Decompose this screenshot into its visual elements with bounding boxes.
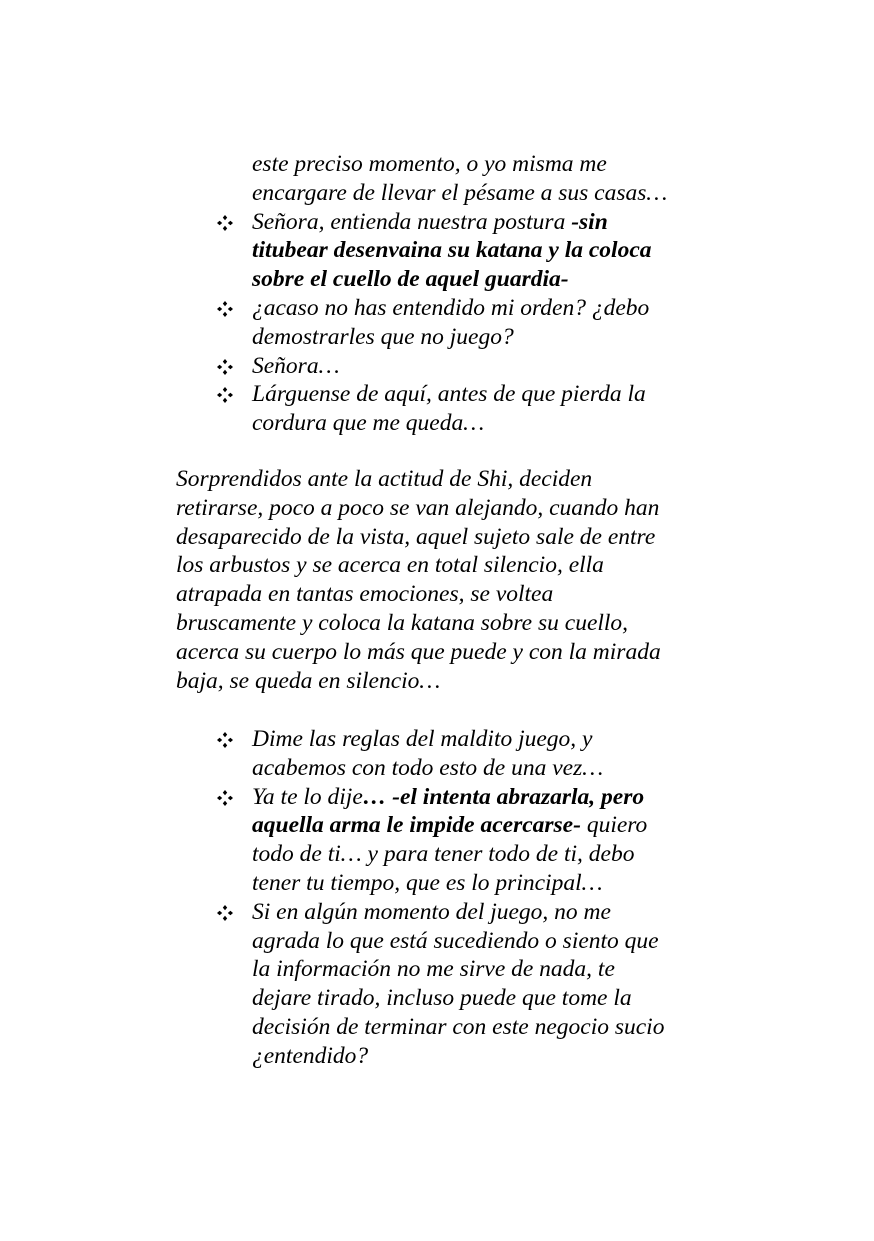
paragraph-line: atrapada en tantas emociones, se voltea	[176, 581, 554, 608]
dialogue-text: agrada lo que está sucediendo o siento que	[252, 927, 659, 954]
text-line	[252, 783, 644, 812]
text-line	[252, 323, 514, 352]
dialogue-text: la información no me sirve de nada, te	[252, 956, 615, 983]
text-line	[252, 725, 593, 754]
text-line	[252, 352, 339, 381]
text-line	[252, 236, 652, 265]
four-diamond-bullet-icon	[216, 386, 236, 406]
stage-direction-text: -sin	[571, 208, 608, 235]
stage-direction-text: aquella arma le impide acercarse-	[252, 812, 581, 839]
dialogue-text: Señora…	[252, 352, 340, 379]
dialogue-text: Ya te lo dije	[252, 783, 363, 810]
dialogue-text: encargare de llevar el pésame a sus casas…	[252, 179, 668, 206]
four-diamond-bullet-icon	[216, 214, 236, 234]
four-diamond-bullet-icon	[216, 358, 236, 378]
paragraph-line: retirarse, poco a poco se van alejando, cuando han	[176, 494, 660, 521]
paragraph-line: baja, se queda en silencio…	[176, 667, 441, 694]
dialogue-text: Dime las reglas del maldito juego, y	[252, 726, 593, 752]
four-diamond-bullet-icon	[216, 904, 236, 924]
text-line	[252, 754, 603, 783]
dialogue-text: acabemos con todo esto de una vez…	[252, 754, 604, 781]
four-diamond-bullet-icon	[216, 789, 236, 809]
paragraph-line: Sorprendidos ante la actitud de Shi, deciden	[176, 466, 593, 492]
text-line	[252, 265, 569, 294]
text-line	[252, 840, 634, 869]
text-line	[252, 984, 632, 1013]
text-line	[252, 898, 611, 927]
paragraph-line: los arbustos y se acerca en total silencio, ella	[176, 552, 604, 579]
dialogue-text: este preciso momento, o yo misma me	[252, 151, 607, 177]
text-line	[252, 294, 649, 323]
paragraph-line: acerca su cuerpo lo más que puede y con la mirada	[176, 638, 661, 665]
text-line	[252, 1013, 664, 1042]
text-line	[252, 955, 615, 984]
paragraph-line: bruscamente y coloca la katana sobre su cuello,	[176, 610, 629, 636]
stage-direction-text: titubear desenvaina su katana y la coloca	[252, 237, 652, 264]
dialogue-text: Lárguense de aquí, antes de que pierda la	[252, 381, 646, 408]
text-line	[252, 380, 646, 409]
dialogue-text: dejare tirado, incluso puede que tome la	[252, 985, 632, 1012]
text-line	[252, 927, 659, 956]
dialogue-text: todo de ti… y para tener todo de ti, debo	[252, 841, 635, 868]
dialogue-text: tener tu tiempo, que es lo principal…	[252, 870, 603, 896]
text-line	[252, 1042, 368, 1071]
text-line	[252, 811, 647, 840]
dialogue-text: decisión de terminar con este negocio sucio	[252, 1014, 665, 1040]
dialogue-text: Señora, entienda nuestra postura	[252, 208, 572, 235]
text-line	[252, 179, 667, 208]
paragraph-line: desaparecido de la vista, aquel sujeto sale de entre	[176, 523, 656, 550]
text-line	[252, 409, 484, 438]
text-line	[252, 869, 603, 898]
dialogue-text: Si en algún momento del juego, no me	[252, 898, 611, 925]
stage-direction-text: … -el intenta abrazarla, pero	[362, 783, 645, 810]
text-line	[252, 150, 607, 179]
stage-direction-text: sobre el cuello de aquel guardia-	[252, 266, 569, 293]
four-diamond-bullet-icon	[216, 731, 236, 751]
dialogue-text: quiero	[580, 812, 648, 839]
dialogue-text: cordura que me queda…	[252, 410, 485, 437]
dialogue-text: ¿acaso no has entendido mi orden? ¿debo	[252, 295, 650, 321]
text-line	[252, 208, 608, 237]
four-diamond-bullet-icon	[216, 300, 236, 320]
dialogue-text: demostrarles que no juego?	[252, 323, 514, 350]
dialogue-text: ¿entendido?	[252, 1042, 369, 1069]
